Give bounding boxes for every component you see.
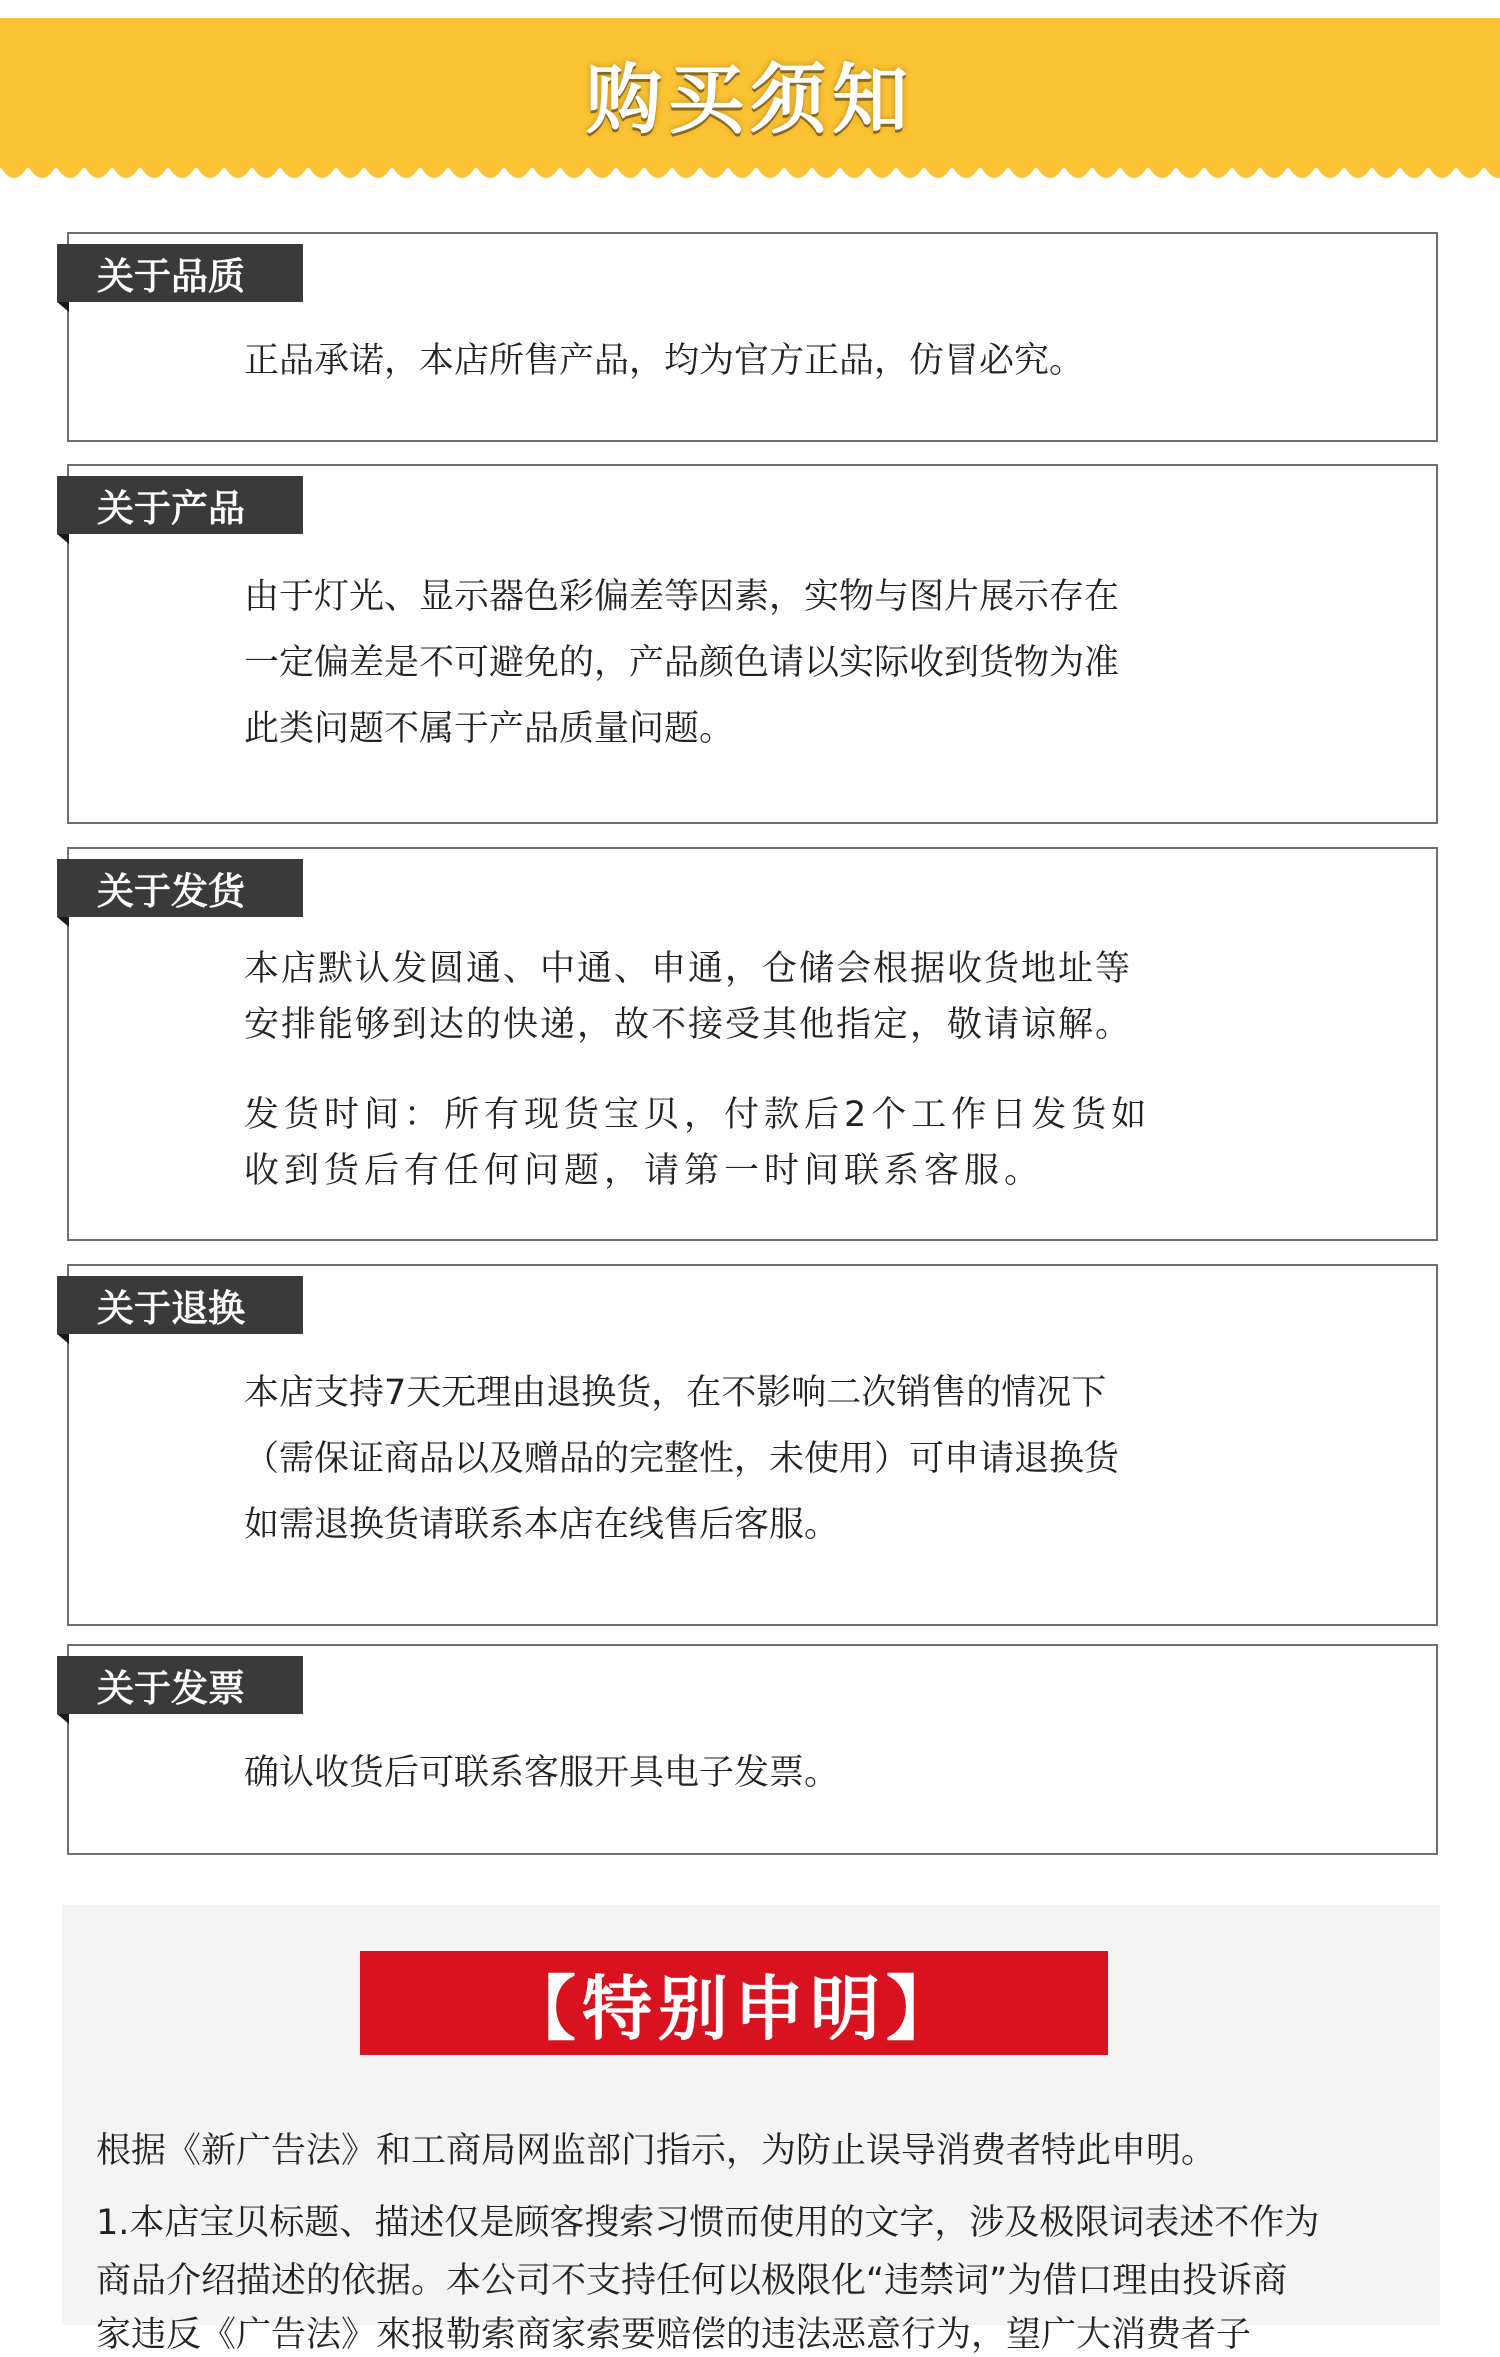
- section-tag: 关于品质: [57, 244, 303, 302]
- notice-line: 商品介绍描述的依据。本公司不支持任何以极限化“违禁词”为借口理由投诉商: [96, 2261, 1288, 2301]
- notice-line: 家违反《广告法》來报勒索商家索要赔偿的违法恶意行为，望广大消费者子: [96, 2315, 1252, 2355]
- section-text: 由于灯光、显示器色彩偏差等因素，实物与图片展示存在 一定偏差是不可避免的，产品颜色请以实际收到货物为准 此类问题不属于产品质量问题。: [244, 577, 1120, 749]
- section-text: 正品承诺，本店所售产品，均为官方正品，仿冒必究。: [244, 341, 1085, 381]
- special-notice: [62, 1905, 1440, 2355]
- section-shipping: [67, 847, 1438, 1241]
- notice-line: 1.本店宝贝标题、描述仅是顾客搜索习惯而使用的文字，涉及极限词表述不作为: [96, 2203, 1320, 2243]
- notice-title: 【特别申明】: [360, 1951, 1108, 2055]
- section-tag: 关于发票: [57, 1656, 303, 1714]
- notice-line: 根据《新广告法》和工商局网监部门指示，为防止误导消费者特此申明。: [96, 2131, 1217, 2171]
- section-invoice: [67, 1644, 1438, 1855]
- section-quality: [67, 232, 1438, 442]
- section-tag: 关于产品: [57, 476, 303, 534]
- section-product: [67, 464, 1438, 824]
- section-text: 本店支持7天无理由退换货，在不影响二次销售的情况下 （需保证商品以及赠品的完整性，未使用）可申请退换货 如需退换货请联系本店在线售后客服。: [244, 1373, 1120, 1545]
- section-tag: 关于发货: [57, 859, 303, 917]
- page-title: 购买须知: [586, 54, 914, 144]
- section-tag: 关于退换: [57, 1276, 303, 1334]
- section-text: 本店默认发圆通、中通、申通，仓储会根据收货地址等 安排能够到达的快递，故不接受其他指定，敬请谅解。: [244, 949, 1133, 1045]
- section-text: 确认收货后可联系客服开具电子发票。: [244, 1753, 840, 1793]
- section-text-shipping-time: 发货时间：所有现货宝贝，付款后2个工作日发货如 收到货后有任何问题，请第一时间联系客服。: [244, 1095, 1152, 1191]
- section-returns: [67, 1264, 1438, 1626]
